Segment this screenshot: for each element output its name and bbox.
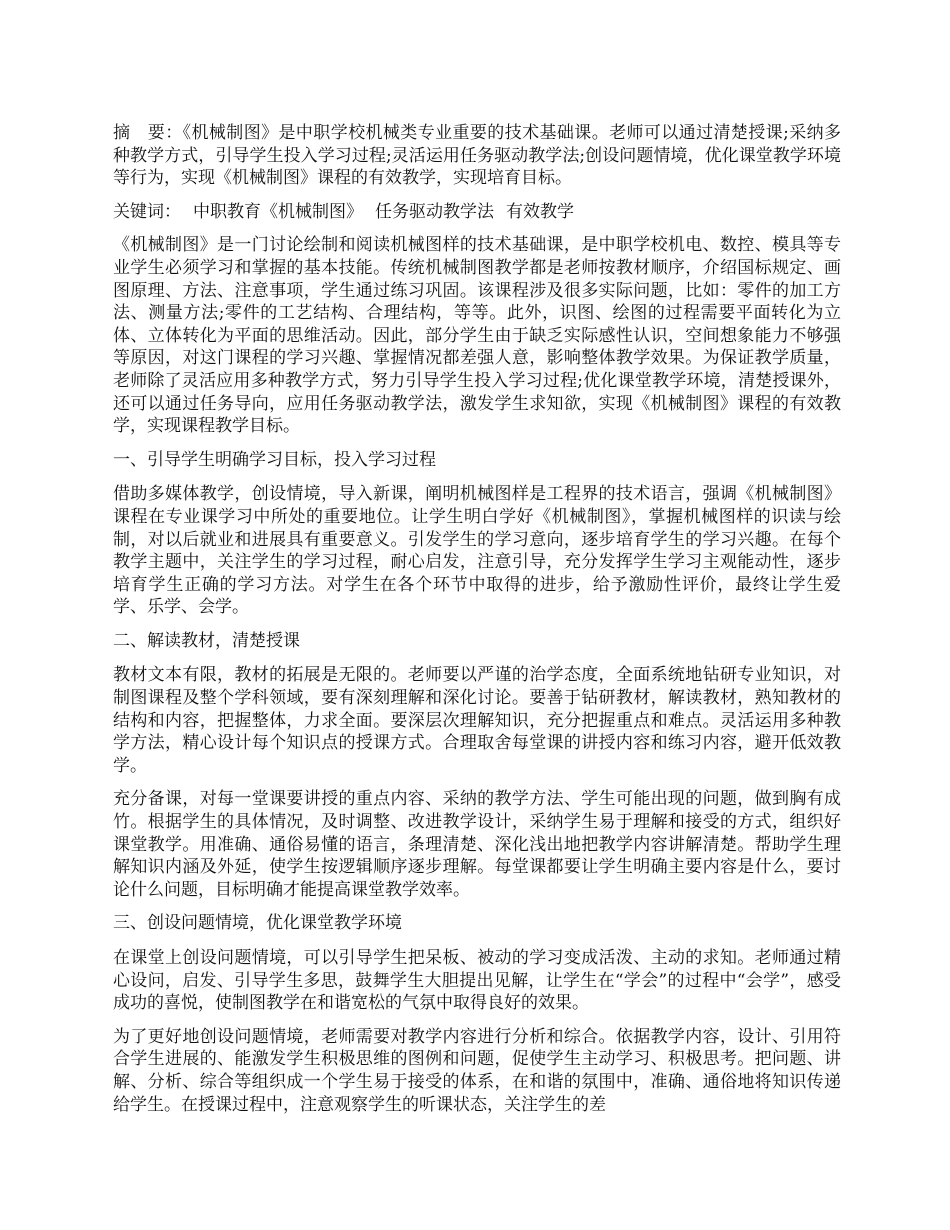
keywords-paragraph — [113, 201, 841, 224]
body-paragraph: 借助多媒体教学，创设情境，导入新课，阐明机械图样是工程界的技术语言，强调《机械制图》课程在专业课学习中所处的重要地位。让学生明白学好《机械制图》，掌握机械图样的识读与绘制，对以后就业和进展具有重要意义。引发学生的学习意向，逐步培育学生的学习兴趣。在每个教学主题中，关注学生的学习过程，耐心启发，注意引导，充分发挥学生学习主观能动性，逐步培育学生正确的学习方法。对学生在各个环节中取得的进步，给予激励性评价，最终让学生爱学、乐学、会学。 — [113, 484, 841, 618]
intro-paragraph: 《机械制图》是一门讨论绘制和阅读机械图样的技术基础课，是中职学校机电、数控、模具等专业学生必须学习和掌握的基本技能。传统机械制图教学都是老师按教材顺序，介绍国标规定、画图原理、方法、注意事项，学生通过练习巩固。该课程涉及很多实际问题，比如：零件的加工方法、测量方法;零件的工艺结构、合理结构，等等。此外，识图、绘图的过程需要平面转化为立体、立体转化为平面的思维活动。因此，部分学生由于缺乏实际感性认识，空间想象能力不够强等原因，对这门课程的学习兴趣、掌握情况都差强人意，影响整体教学效果。为保证教学质量，老师除了灵活应用多种教学方式，努力引导学生投入学习过程;优化课堂教学环境，清楚授课外，还可以通过任务导向，应用任务驱动教学法，激发学生求知欲，实现《机械制图》课程的有效教学，实现课程教学目标。 — [113, 235, 841, 437]
body-paragraph: 教材文本有限，教材的拓展是无限的。老师要以严谨的治学态度，全面系统地钻研专业知识，对制图课程及整个学科领域，要有深刻理解和深化讨论。要善于钻研教材，解读教材，熟知教材的结构和内容，把握整体，力求全面。要深层次理解知识，充分把握重点和难点。灵活运用多种教学方法，精心设计每个知识点的授课方式。合理取舍每堂课的讲授内容和练习内容，避开低效教学。 — [113, 665, 841, 776]
abstract-paragraph — [113, 122, 841, 190]
abstract-text: 《机械制图》是中职学校机械类专业重要的技术基础课。老师可以通过清楚授课;采纳多种教学方式，引导学生投入学习过程;灵活运用任务驱动教学法;创设问题情境，优化课堂教学环境等行为，实现《机械制图》课程的有效教学，实现培育目标。 — [113, 123, 842, 189]
body-paragraph: 为了更好地创设问题情境，老师需要对教学内容进行分析和综合。依据教学内容，设计、引用符合学生进展的、能激发学生积极思维的图例和问题，促使学生主动学习、积极思考。把问题、讲解、分析、综合等组织成一个学生易于接受的体系，在和谐的氛围中，准确、通俗地将知识传递给学生。在授课过程中，注意观察学生的听课状态，关注学生的差 — [113, 1026, 841, 1115]
body-paragraph: 充分备课，对每一堂课要讲授的重点内容、采纳的教学方法、学生可能出现的问题，做到胸有成竹。根据学生的具体情况，及时调整、改进教学设计，采纳学生易于理解和接受的方式，组织好课堂教学。用准确、通俗易懂的语言，条理清楚、深化浅出地把教学内容讲解清楚。帮助学生理解知识内涵及外延，使学生按逻辑顺序逐步理解。每堂课都要让学生明确主要内容是什么，要讨论什么问题，目标明确才能提高课堂教学效率。 — [113, 789, 841, 900]
keyword-item: 任务驱动教学法 — [375, 201, 494, 222]
abstract-label: 摘 要： — [113, 123, 183, 143]
section-heading: 二、解读教材，清楚授课 — [113, 630, 300, 651]
section-heading: 三、创设问题情境，优化课堂教学环境 — [113, 913, 402, 934]
body-paragraph: 在课堂上创设问题情境，可以引导学生把呆板、被动的学习变成活泼、主动的求知。老师通过精心设问，启发、引导学生多思，鼓舞学生大胆提出见解，让学生在“学会”的过程中“会学”，感受成功的喜悦，使制图教学在和谐宽松的气氛中取得良好的效果。 — [113, 948, 841, 1014]
keyword-item: 有效教学 — [506, 201, 574, 222]
document-page — [113, 122, 841, 1127]
section-heading: 一、引导学生明确学习目标，投入学习过程 — [113, 449, 436, 470]
keyword-item: 中职教育《机械制图》 — [193, 201, 363, 222]
keywords-label: 关键词： — [113, 201, 181, 222]
